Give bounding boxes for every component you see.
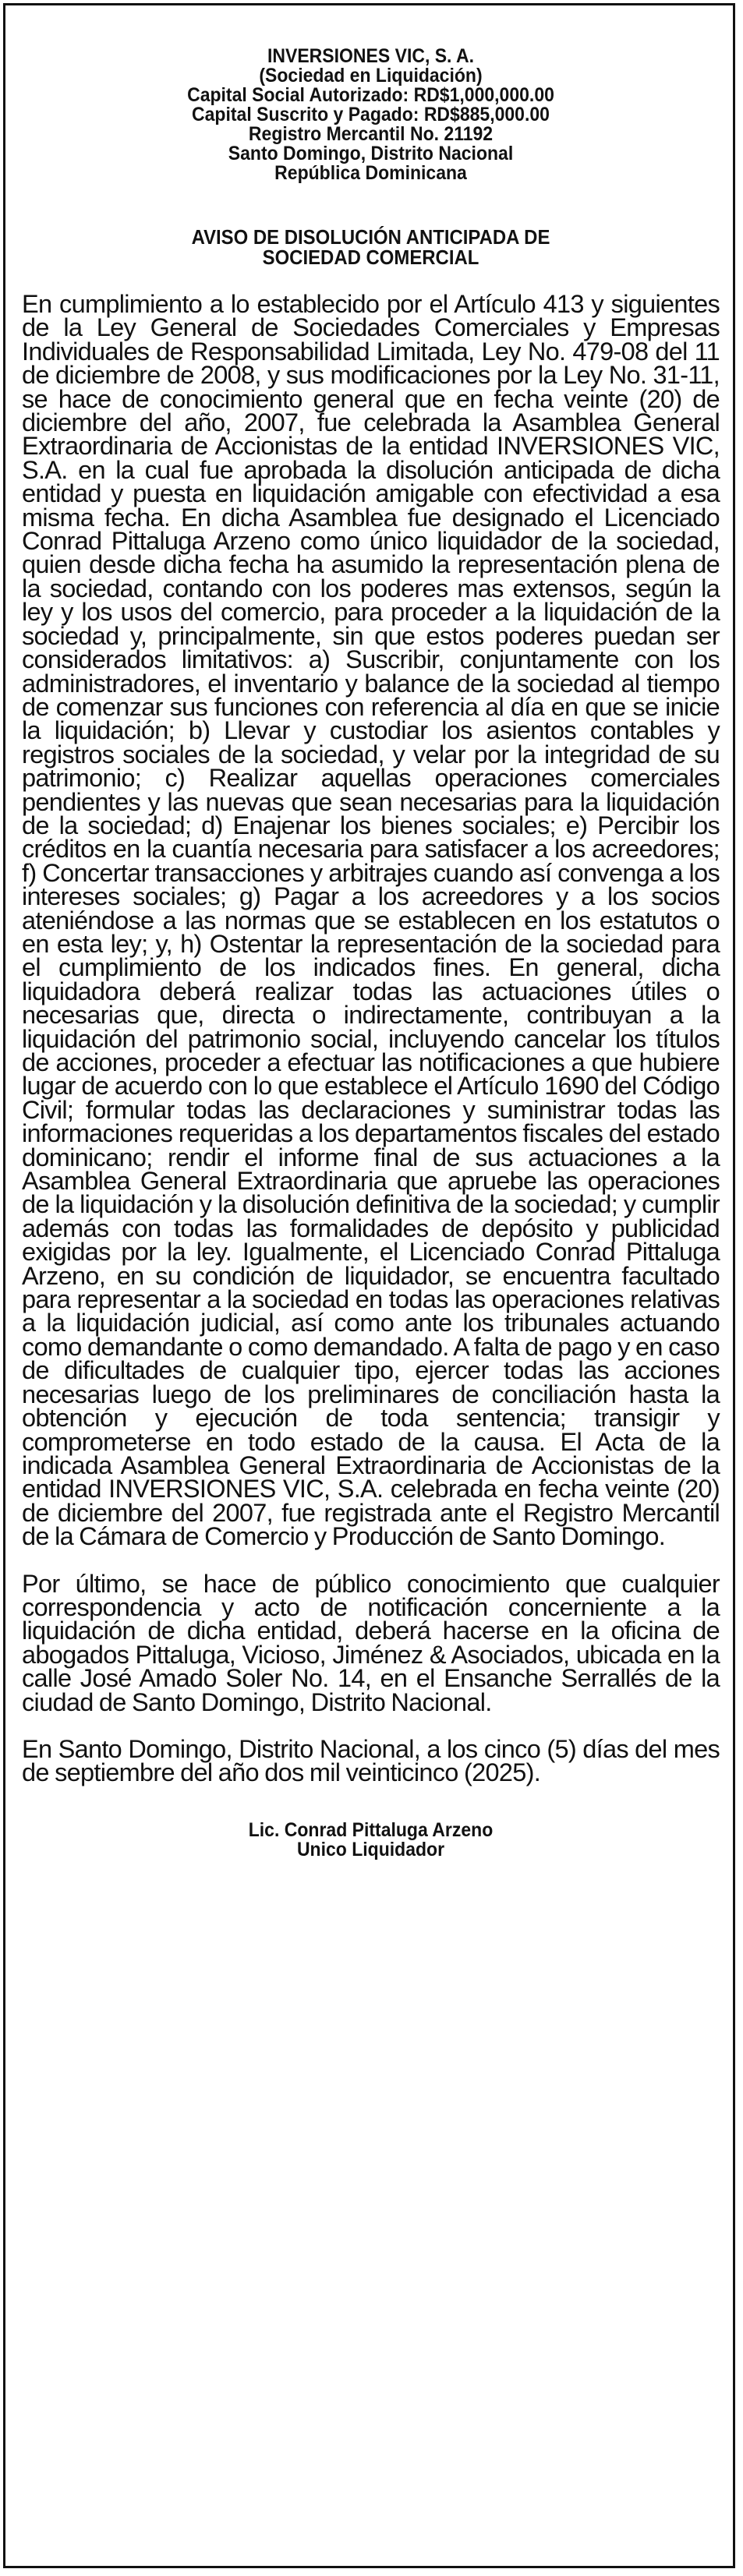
notice-title xyxy=(50,227,692,267)
signature-block xyxy=(50,1818,692,1860)
body-paragraph-2: Por último, se hace de público conocimiento que cualquier correspondencia y acto de notificación concerniente a la liquidación de dicha entidad, deberá hacerse en la oficina de abogados Pittaluga, Vicioso, Jiménez & Asociados, ubicada en la calle José Amado Soler No. 14, en el Ensanche Serrallés de la ciudad de Santo Domingo, Distrito Nacional. xyxy=(22,1569,720,1716)
signatory-name: Lic. Conrad Pittaluga Arzeno xyxy=(248,1818,494,1841)
notice-body xyxy=(22,292,720,1785)
company-city: Santo Domingo, Distrito Nacional xyxy=(228,143,514,164)
body-paragraph-3: En Santo Domingo, Distrito Nacional, a los cinco (5) días del mes de septiembre del año dos mil veinticinco (2025). xyxy=(22,1734,720,1787)
signatory-role: Unico Liquidador xyxy=(296,1838,445,1860)
legal-notice xyxy=(22,47,720,1860)
company-status: (Sociedad en Liquidación) xyxy=(259,65,483,87)
body-paragraph-1: En cumplimiento a lo establecido por el Artículo 413 y siguientes de la Ley General de Sociedades Comerciales y Empresas Individuales de Responsabilidad Limitada, Ley No. 479-08 del 11 de diciembre de 2008, y sus modificaciones por la Ley No. 31-11, se hace de conocimiento general que en fecha veinte (20) de diciembre del año, 2007, fue celebrada la Asamblea General Extraordinaria de Accionistas de la entidad INVERSIONES VIC, S.A. en la cual fue aprobada la disolución anticipada de dicha entidad y puesta en liquidación amigable con efectividad a esa misma fecha. En dicha Asamblea fue designado el Licenciado Conrad Pittaluga Arzeno como único liquidador de la sociedad, quien desde dicha fecha ha asumido la representación plena de la sociedad, contando con los poderes mas extensos, según la ley y los usos del comercio, para proceder a la liquidación de la sociedad y, principalmente, sin que estos poderes puedan ser considerados limitativos: a) Suscribir, conjuntamente con los administradores, el inventario y balance de la sociedad al tiempo de comenzar sus funciones con referencia al día en que se inicie la liquidación; b) Llevar y custodiar los asientos contables y registros sociales de la sociedad, y velar por la integridad de su patrimonio; c) Realizar aquellas operaciones comerciales pendientes y las nuevas que sean necesarias para la liquidación de la sociedad; d) Enajenar los bienes sociales; e) Percibir los créditos en la cuantía necesaria para satisfacer a los acreedores; f) Concertar transacciones y arbitrajes cuando así convenga a los intereses sociales; g) Pagar a los acreedores y a los socios ateniéndose a las normas que se establecen en los estatutos o en esta ley; y, h) Ostentar la representación de la sociedad para el cumplimiento de los indicados fines. En general, dicha liquidadora deberá realizar todas las actuaciones útiles o necesarias que, directa o indirectamente, contribuyan a la liquidación del patrimonio social, incluyendo cancelar los títulos de acciones, proceder a efectuar las notificaciones a que hubiere lugar de acuerdo con lo que establece el Artículo 1690 del Código Civil; formular todas las declaraciones y suministrar todas las informaciones requeridas a los departamentos fiscales del estado dominicano; rendir el informe final de sus actuaciones a la Asamblea General Extraordinaria que apruebe las operaciones de la liquidación y la disolución definitiva de la sociedad; y cumplir además con todas las formalidades de depósito y publicidad exigidas por la ley. Igualmente, el Licenciado Conrad Pittaluga Arzeno, en su condición de liquidador, se encuentra facultado para representar a la sociedad en todas las operaciones relativas a la liquidación judicial, así como ante los tribunales actuando como demandante o como demandado. A falta de pago y en caso de dificultades de cualquier tipo, ejercer todas las acciones necesarias luego de los preliminares de conciliación hasta la obtención y ejecución de toda sentencia; transigir y comprometerse en todo estado de la causa. El Acta de la indicada Asamblea General Extraordinaria de Accionistas de la entidad INVERSIONES VIC, S.A. celebrada en fecha veinte (20) de diciembre del 2007, fue registrada ante el Registro Mercantil de la Cámara de Comercio y Producción de Santo Domingo. xyxy=(22,290,720,1551)
company-header xyxy=(50,47,692,183)
company-name: INVERSIONES VIC, S. A. xyxy=(267,45,474,67)
notice-title-line-2: SOCIEDAD COMERCIAL xyxy=(262,246,479,269)
company-country: República Dominicana xyxy=(274,162,467,184)
mercantile-registry: Registro Mercantil No. 21192 xyxy=(248,123,494,145)
notice-title-line-1: AVISO DE DISOLUCIÓN ANTICIPADA DE xyxy=(191,225,550,249)
authorized-capital: Capital Social Autorizado: RD$1,000,000.00 xyxy=(187,84,554,106)
paid-capital: Capital Suscrito y Pagado: RD$885,000.00 xyxy=(192,104,550,125)
